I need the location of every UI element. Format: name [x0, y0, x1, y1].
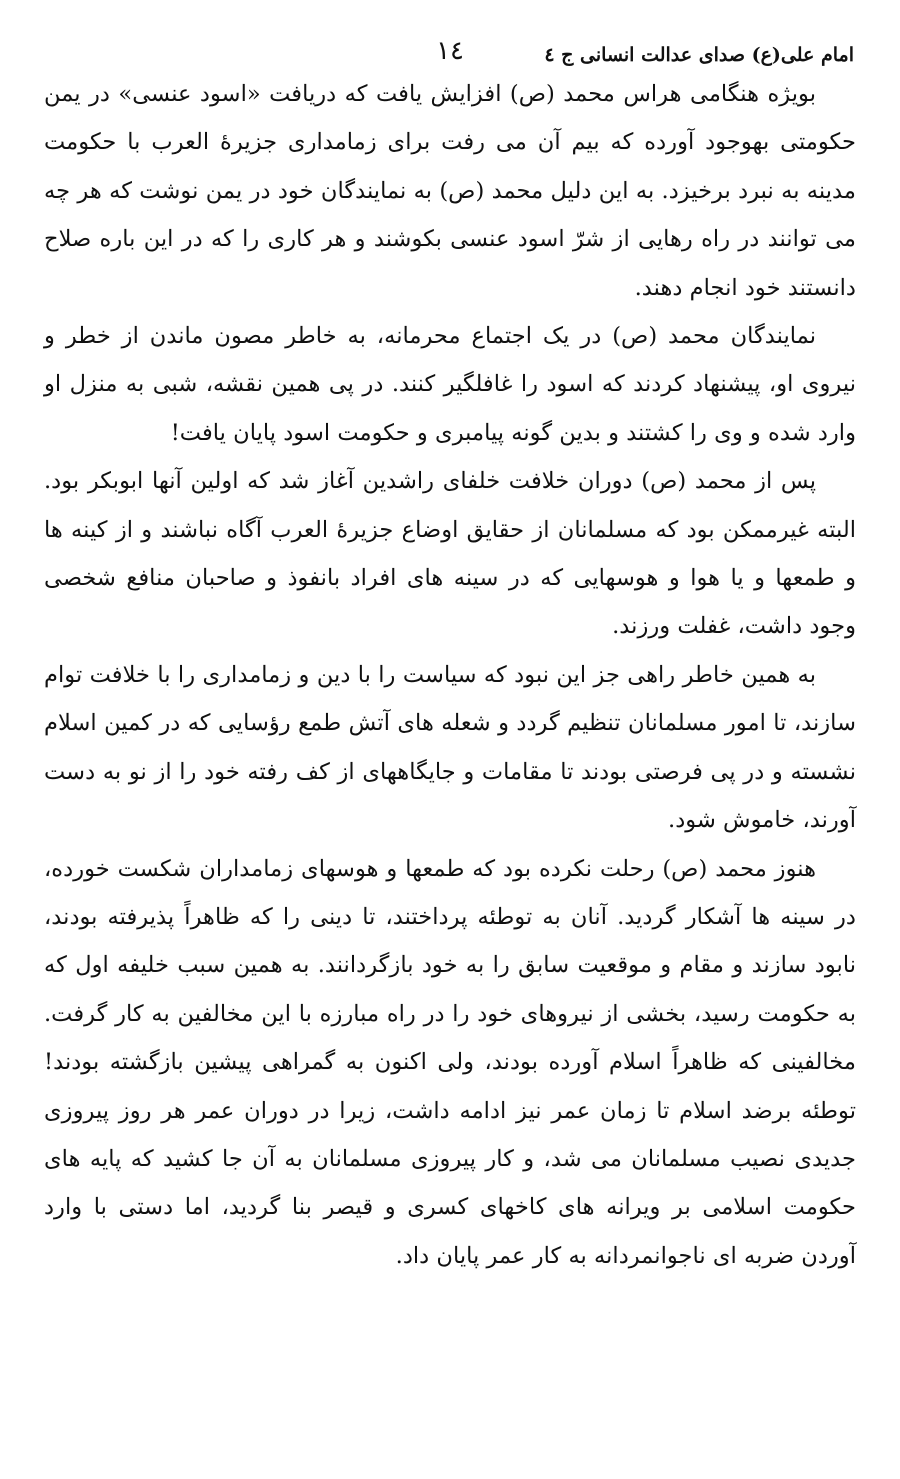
paragraph: بویژه هنگامی هراس محمد (ص) افزایش یافت که دریافت «اسود عنسی» در یمن حکومتی بهوجود آورده که بیم آن می رفت برای زمامداری جزیرۀ العرب با حکومت مدینه به نبرد برخیزد. به این دلیل محمد (ص) به نمایندگان خود در یمن نوشت که هر چه می توانند در راه رهایی از شرّ اسود عنسی بکوشند و هر کاری را که در این باره صلاح دانستند خود انجام دهند.: [44, 81, 856, 301]
paragraph: به همین خاطر راهی جز این نبود که سیاست را با دین و زمامداری را با خلافت توام سازند، تا امور مسلمانان تنظیم گردد و شعله های آتش طمع رؤسایی که در کمین اسلام نشسته و در پی فرصتی بودند تا مقامات و جایگاههای از کف رفته خود را از نو به دست آورند، خاموش شود.: [44, 661, 856, 834]
paragraph: هنوز محمد (ص) رحلت نکرده بود که طمعها و هوسهای زمامداران شکست خورده، در سینه ها آشکار گردید. آنان به توطئه پرداختند، تا دینی را که ظاهراً پذیرفته بودند، نابود سازند و مقام و موقعیت سابق را به خود بازگردانند. به همین سبب خلیفه اول که به حکومت رسید، بخشی از نیروهای خود را در راه مبارزه با این مخالفین به کار گرفت. مخالفینی که ظاهراً اسلام آورده بودند، ولی اکنون به گمراهی پیشین بازگشته بودند! توطئه برضد اسلام تا زمان عمر نیز ادامه داشت، زیرا در دوران عمر هر روز پیروزی جدیدی نصیب مسلمانان می شد، و کار پیروزی مسلمانان به آن جا کشید که پایه های حکومت اسلامی بر ویرانه های کاخهای کسری و قیصر بنا گردید، اما دستی با وارد آوردن ضربه ای ناجوانمردانه به کار عمر پایان داد.: [44, 855, 856, 1269]
page-number: ١٤: [436, 36, 464, 66]
page-header: [40, 36, 854, 74]
paragraph: پس از محمد (ص) دوران خلافت خلفای راشدین آغاز شد که اولین آنها ابوبکر بود. البته غیرممکن بود که مسلمانان از حقایق اوضاع جزیرۀ العرب آگاه نباشند و از کینه ها و طمعها و یا هوا و هوسهایی که در سینه های افراد بانفوذ و صاحبان منافع شخصی وجود داشت، غفلت ورزند.: [44, 468, 856, 640]
paragraph: نمایندگان محمد (ص) در یک اجتماع محرمانه، به خاطر مصون ماندن از خطر و نیروی او، پیشنهاد کردند که اسود را غافلگیر کنند. در پی همین نقشه، شبی به منزل او وارد شده و وی را کشتند و بدین گونه پیامبری و حکومت اسود پایان یافت!: [44, 323, 856, 446]
book-title: امام علی(ع) صدای عدالت انسانی ج ٤: [544, 44, 854, 66]
page-body: [44, 70, 856, 1280]
